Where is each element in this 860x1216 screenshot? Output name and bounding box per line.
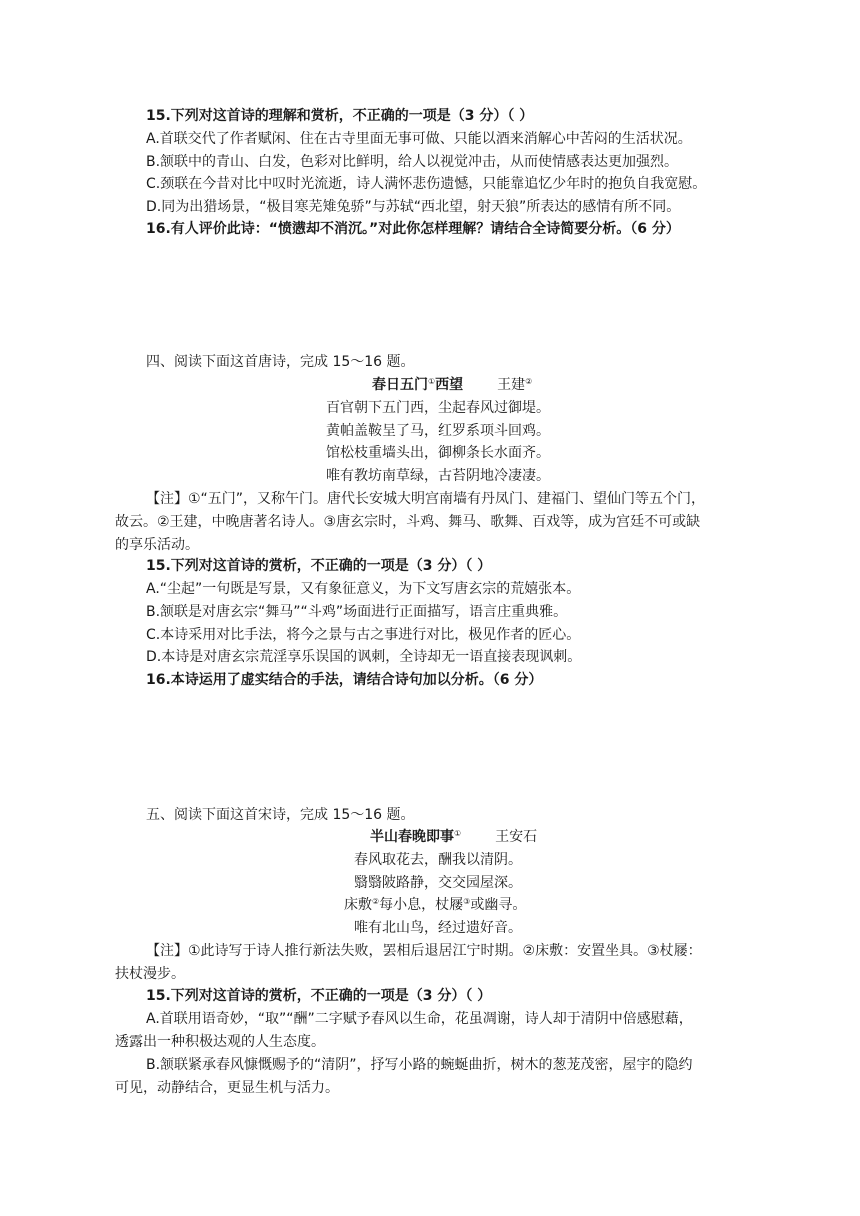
note-mark: ② bbox=[525, 377, 533, 386]
question-15-stem: 15.下列对这首诗的赏析，不正确的一项是（3 分）（ ） bbox=[146, 988, 492, 1004]
section-five-intro: 五、阅读下面这首宋诗，完成 15～16 题。 bbox=[146, 807, 415, 823]
poem-line-part: 床敷 bbox=[344, 897, 372, 913]
poem-line: 唯有教坊南草绿，古苔阴地冷凄凄。 bbox=[326, 468, 550, 484]
poem-note: 【注】①“五门”，又称午门。唐代长安城大明宫南墙有丹凤门、建福门、望仙门等五个门， bbox=[146, 491, 706, 507]
question-15-option-b-cont: 可见，动静结合，更显生机与活力。 bbox=[115, 1080, 339, 1096]
poem-line-part: 或幽寻。 bbox=[470, 897, 527, 913]
question-15-option-a: A.首联用语奇妙，“取”“酬”二字赋予春风以生命，花虽凋谢，诗人却于清阴中倍感慰藉， bbox=[146, 1011, 693, 1027]
note-mark: ① bbox=[454, 829, 462, 838]
question-15-option-a-cont: 透露出一种积极达观的人生态度。 bbox=[115, 1034, 325, 1050]
poem-line-part: 每小息，杖屦 bbox=[379, 897, 464, 913]
question-15-option-c: C.颈联在今昔对比中叹时光流逝，诗人满怀悲伤遗憾，只能靠追忆少年时的抱负自我宽慰。 bbox=[146, 176, 707, 192]
note-mark: ③ bbox=[463, 897, 471, 906]
question-15-stem: 15.下列对这首诗的理解和赏析，不正确的一项是（3 分）（ ） bbox=[146, 108, 534, 124]
question-15-option-a: A.首联交代了作者赋闲、住在古寺里面无事可做、只能以酒来消解心中苦闷的生活状况。 bbox=[146, 131, 692, 147]
poem-line: 春风取花去，酬我以清阴。 bbox=[354, 852, 522, 868]
poem-title: 半山春晚即事 bbox=[370, 829, 454, 845]
question-15-option-a: A.“尘起”一句既是写景，又有象征意义，为下文写唐玄宗的荒嬉张本。 bbox=[146, 581, 581, 597]
section-four-intro: 四、阅读下面这首唐诗，完成 15～16 题。 bbox=[146, 354, 415, 370]
poem-note: 故云。②王建，中晚唐著名诗人。③唐玄宗时，斗鸡、舞马、歌舞、百戏等，成为宫廷不可或缺 bbox=[115, 514, 701, 530]
poem-line: 馆松枝重墙头出，御柳条长水面齐。 bbox=[326, 445, 550, 461]
question-15-option-d: D.本诗是对唐玄宗荒淫享乐误国的讽刺，全诗却无一语直接表现讽刺。 bbox=[146, 649, 582, 665]
poem-note: 的享乐活动。 bbox=[115, 537, 199, 553]
question-15-option-b: B.颔联紧承春风慷慨赐予的“清阴”，抒写小路的蜿蜒曲折，树木的葱茏茂密，屋宇的隐约 bbox=[146, 1057, 693, 1073]
question-15-option-b: B.颔联中的青山、白发，色彩对比鲜明，给人以视觉冲击，从而使情感表达更加强烈。 bbox=[146, 154, 679, 170]
poem-title: 春日五门 bbox=[372, 377, 428, 393]
poem-line bbox=[344, 895, 526, 915]
poem-line: 唯有北山鸟，经过遗好音。 bbox=[354, 920, 522, 936]
poem-title-suffix: 西望 bbox=[435, 377, 464, 393]
poem-title-line bbox=[372, 375, 532, 395]
question-15-option-c: C.本诗采用对比手法，将今之景与古之事进行对比，极见作者的匠心。 bbox=[146, 627, 581, 643]
question-16-stem: 16.有人评价此诗：“愤懑却不消沉。”对此你怎样理解？请结合全诗简要分析。（6 分） bbox=[146, 221, 680, 237]
note-mark: ① bbox=[428, 377, 436, 386]
question-15-stem: 15.下列对这首诗的赏析，不正确的一项是（3 分）（ ） bbox=[146, 558, 492, 574]
poem-author: 王建 bbox=[497, 377, 526, 393]
poem-line: 黄帕盖鞍呈了马，红罗系项斗回鸡。 bbox=[326, 423, 550, 439]
poem-note: 扶杖漫步。 bbox=[115, 966, 185, 982]
question-16-stem: 16.本诗运用了虚实结合的手法，请结合诗句加以分析。（6 分） bbox=[146, 672, 543, 688]
poem-line: 翳翳陂路静，交交园屋深。 bbox=[354, 875, 522, 891]
poem-title-line bbox=[370, 827, 537, 847]
poem-line: 百官朝下五门西，尘起春风过御堤。 bbox=[326, 400, 550, 416]
question-15-option-d: D.同为出猎场景，“极目寒芜雉兔骄”与苏轼“西北望，射天狼”所表达的感情有所不同。 bbox=[146, 199, 681, 215]
question-15-option-b: B.颔联是对唐玄宗“舞马”“斗鸡”场面进行正面描写，语言庄重典雅。 bbox=[146, 604, 568, 620]
poem-note: 【注】①此诗写于诗人推行新法失败，罢相后退居江宁时期。②床敷：安置坐具。③杖屦： bbox=[146, 943, 702, 959]
note-mark: ② bbox=[372, 897, 380, 906]
poem-author: 王安石 bbox=[495, 829, 538, 845]
